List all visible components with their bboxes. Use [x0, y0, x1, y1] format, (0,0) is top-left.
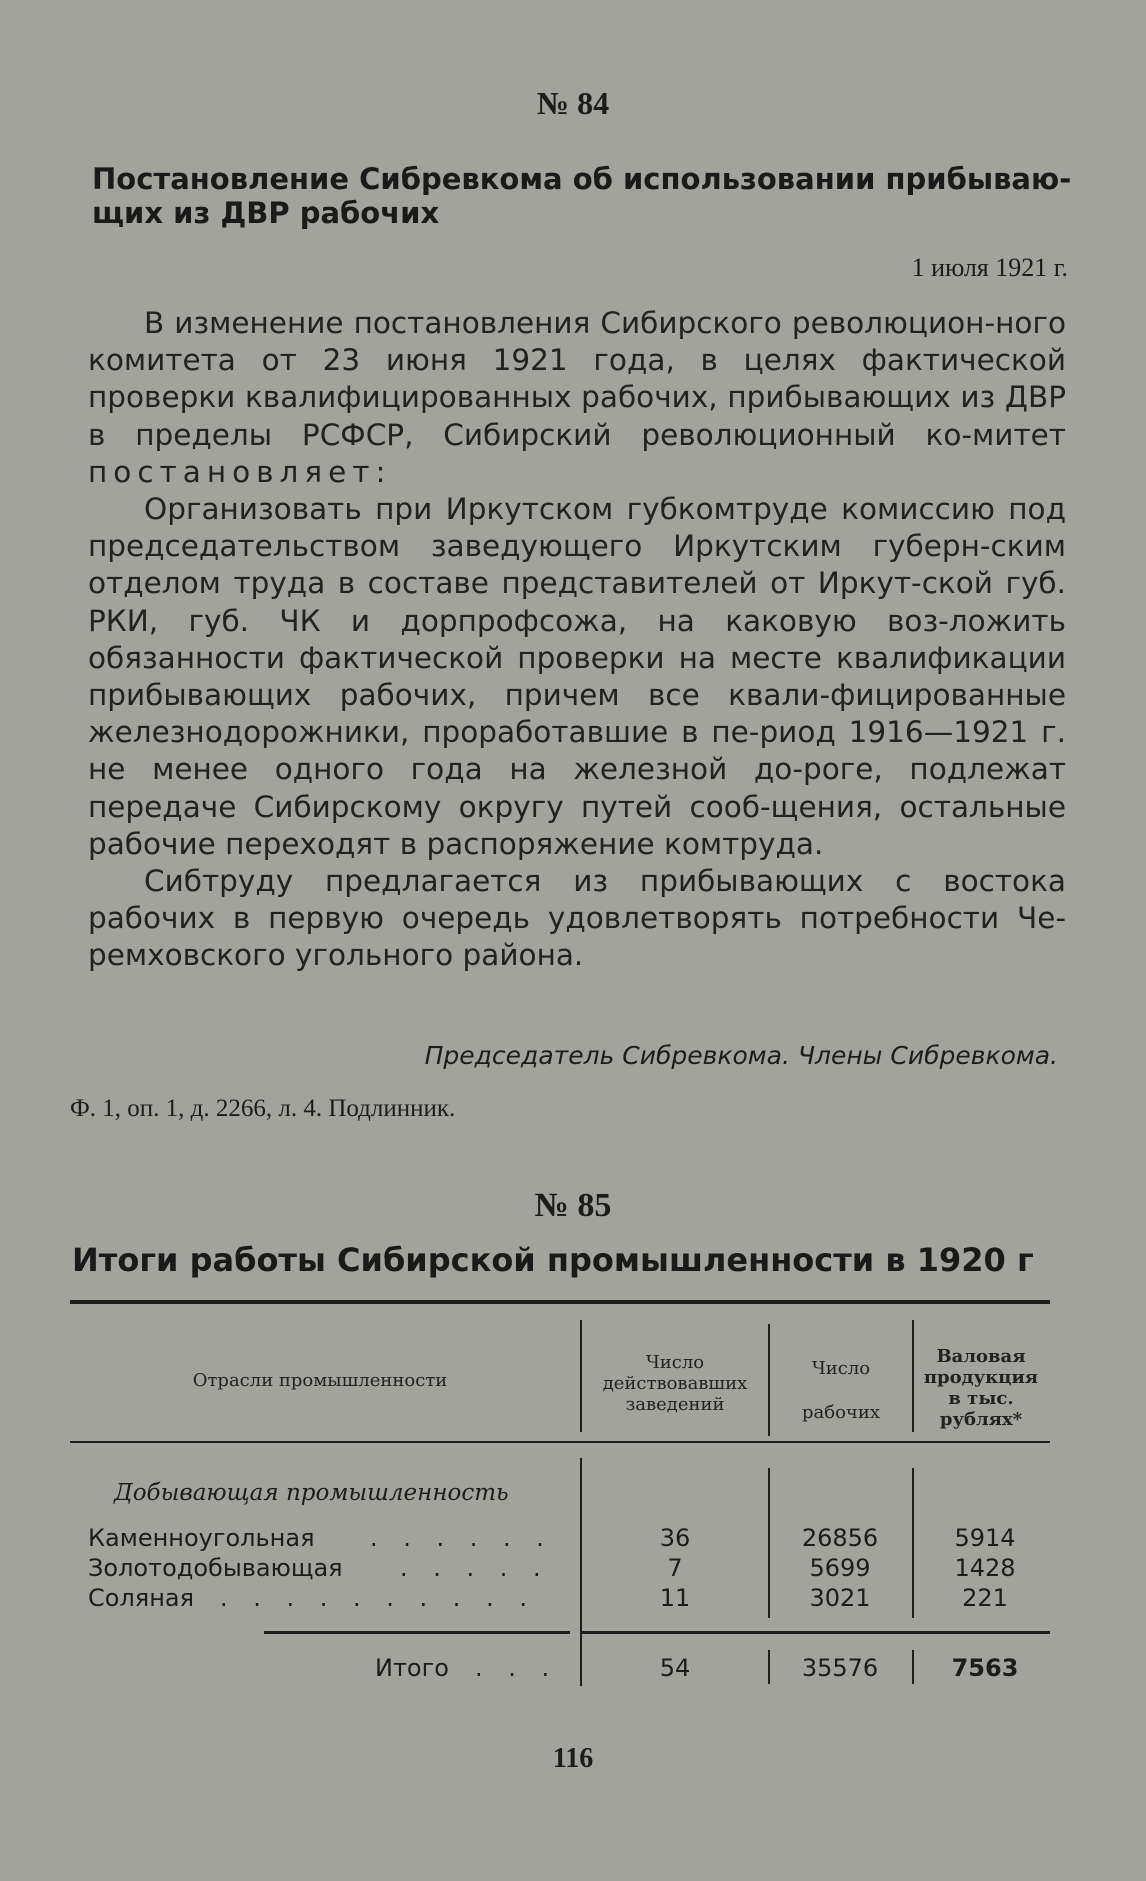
leader-dots: . . . . .	[400, 1554, 550, 1582]
signature-line: Председатель Сибревкома. Члены Сибревкома.	[424, 1041, 1058, 1070]
table-top-rule	[70, 1300, 1050, 1304]
subtotal-rule	[580, 1631, 1050, 1634]
header-output: Валовая продукция в тыс. рублях*	[923, 1346, 1039, 1430]
subtotal-rule	[264, 1631, 570, 1634]
row-name: Каменноугольная	[88, 1524, 315, 1552]
header-workers-bottom: рабочих	[802, 1402, 880, 1423]
document-title: Итоги работы Сибирской промышленности в 1920 г	[72, 1241, 1034, 1279]
row-name: Золотодобывающая	[88, 1554, 343, 1582]
document-number: № 85	[534, 1187, 612, 1224]
cell-output: 7563	[951, 1654, 1019, 1682]
paragraph-text: В изменение постановления Сибирского революцион-ного комитета от 23 июня 1921 года, в целях фактической проверки квалифицированных рабочих, прибывающих из ДВР в пределы РСФСР, Сибирский революционный ко-митет	[88, 306, 1066, 452]
emphasized-word: постановляет:	[88, 454, 392, 489]
cell-workers: 3021	[809, 1584, 871, 1612]
leader-dots: . . .	[475, 1654, 559, 1682]
row-name: Соляная	[88, 1584, 195, 1612]
cell-output: 221	[962, 1584, 1008, 1612]
cell-output: 1428	[954, 1554, 1016, 1582]
document-body	[88, 305, 1066, 975]
document-title: Постановление Сибревкома об использовании прибываю-щих из ДВР рабочих	[92, 162, 1072, 230]
leader-dots: . . . . . . . . . .	[220, 1584, 536, 1612]
leader-dots: . . . . . .	[370, 1524, 553, 1552]
header-establishments: Число действовавших заведений	[602, 1352, 748, 1415]
archive-reference: Ф. 1, оп. 1, д. 2266, л. 4. Подлинник.	[70, 1095, 456, 1122]
document-date: 1 июля 1921 г.	[911, 253, 1068, 282]
cell-workers: 26856	[801, 1524, 879, 1552]
table-row	[70, 1584, 1050, 1614]
table-total-row	[70, 1654, 1050, 1684]
document-number: № 84	[536, 85, 610, 121]
header-workers-top: Число	[811, 1358, 871, 1379]
cell-establishments: 7	[667, 1554, 683, 1582]
page-number: 116	[552, 1743, 594, 1774]
table-row	[70, 1524, 1050, 1554]
table-header-rule	[70, 1441, 1050, 1443]
column-divider	[912, 1320, 914, 1432]
paragraph: Сибтруду предлагается из прибывающих с востока рабочих в первую очередь удовлетворять потребности Че-ремховского угольного района.	[88, 864, 1066, 973]
cell-establishments: 11	[659, 1584, 691, 1612]
industry-table	[70, 1300, 1050, 1690]
cell-workers: 35576	[801, 1654, 879, 1682]
section-label: Добывающая промышленность	[114, 1480, 509, 1506]
cell-output: 5914	[954, 1524, 1016, 1552]
header-industry: Отрасли промышленности	[192, 1370, 448, 1391]
cell-workers: 5699	[809, 1554, 871, 1582]
total-label: Итого	[375, 1654, 449, 1682]
paragraph: Организовать при Иркутском губкомтруде комиссию под председательством заведующего Иркутским губерн-ским отделом труда в составе представителей от Иркут-ской губ. РКИ, губ. ЧК и дорпрофсожа, на каковую воз-ложить обязанности фактической проверки на месте квалификации прибывающих рабочих, причем все квали-фицированные железнодорожники, проработавшие в пе-риод 1916—1921 г. не менее одного года на железной до-роге, подлежат передаче Сибирскому округу путей сооб-щения, остальные рабочие переходят в распоряжение комтруда.	[88, 492, 1066, 861]
paragraph	[88, 305, 1066, 491]
table-row	[70, 1554, 1050, 1584]
cell-establishments: 54	[659, 1654, 691, 1682]
cell-establishments: 36	[659, 1524, 691, 1552]
